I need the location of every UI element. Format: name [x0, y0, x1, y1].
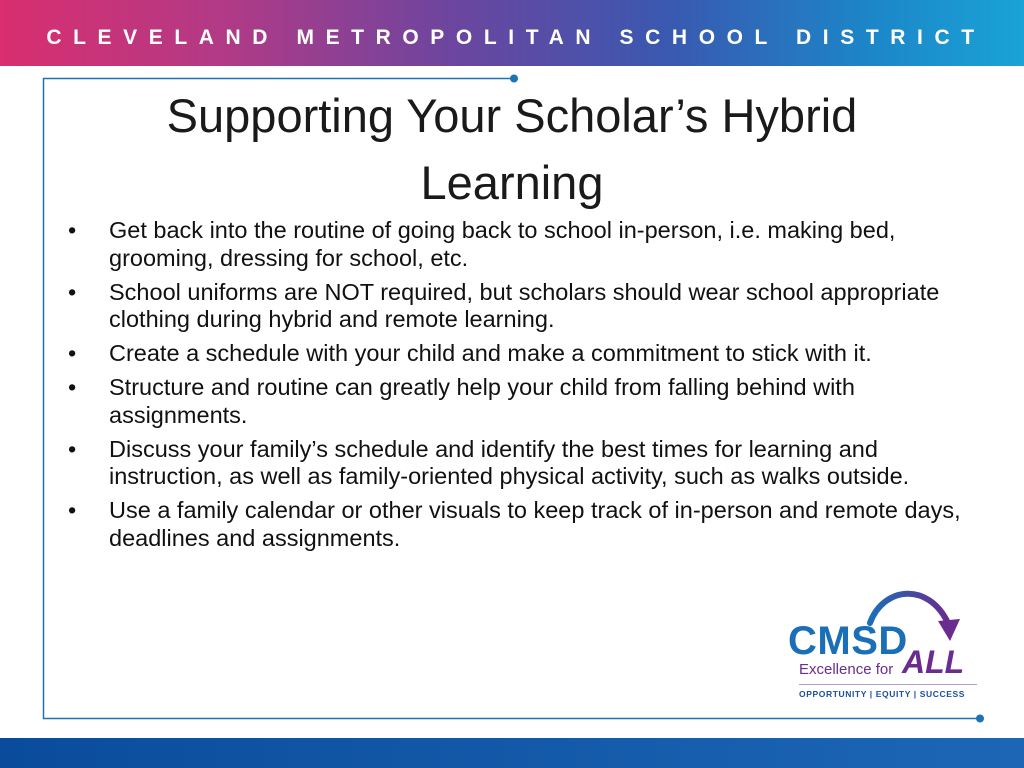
logo-divider [799, 684, 977, 685]
bullet-item-6 [68, 497, 980, 552]
bullet-text: School uniforms are NOT required, but scholars should wear school appropriate clothing during hybrid and remote learning. [109, 278, 940, 332]
bullet-text: Get back into the routine of going back to school in-person, i.e. making bed, grooming, dressing for school, etc. [109, 217, 896, 271]
bullet-item-1 [68, 217, 980, 272]
bullet-item-5 [68, 436, 980, 491]
frame-bottom-dot [976, 715, 984, 723]
bullet-dot: • [68, 217, 77, 243]
logo-all-text: ALL [902, 644, 965, 680]
footer-band [0, 738, 1024, 768]
bullet-dot: • [68, 374, 77, 400]
bullet-item-2 [68, 279, 980, 334]
bullet-list [68, 217, 980, 559]
slide-title [60, 82, 964, 216]
bullet-dot: • [68, 435, 77, 462]
bullet-dot: • [68, 497, 77, 523]
bullet-text: Create a schedule with your child and make a commitment to stick with it. [109, 340, 872, 366]
logo-excellence-text: Excellence for [799, 661, 894, 678]
bullet-text: Structure and routine can greatly help your child from falling behind with assignments. [109, 374, 855, 428]
bullet-dot: • [68, 340, 77, 366]
bullet-text: Use a family calendar or other visuals to keep track of in-person and remote days, deadlines and assignments. [109, 497, 961, 551]
title-line-1: Supporting Your Scholar’s Hybrid [166, 89, 858, 142]
title-line-2: Learning [420, 156, 604, 209]
bullet-item-3 [68, 340, 980, 368]
district-name: CLEVELAND METROPOLITAN SCHOOL DISTRICT [46, 26, 986, 49]
cmsd-logo [788, 583, 988, 705]
bullet-item-4 [68, 374, 980, 429]
bullet-text: Discuss your family’s schedule and identify the best times for learning and instruction, as well as family-oriented physical activity, such as walks outside. [109, 435, 910, 489]
bullet-dot: • [68, 278, 77, 305]
logo-wordmark: CMSD [788, 619, 908, 663]
logo-tagline: OPPORTUNITY | EQUITY | SUCCESS [799, 689, 966, 699]
